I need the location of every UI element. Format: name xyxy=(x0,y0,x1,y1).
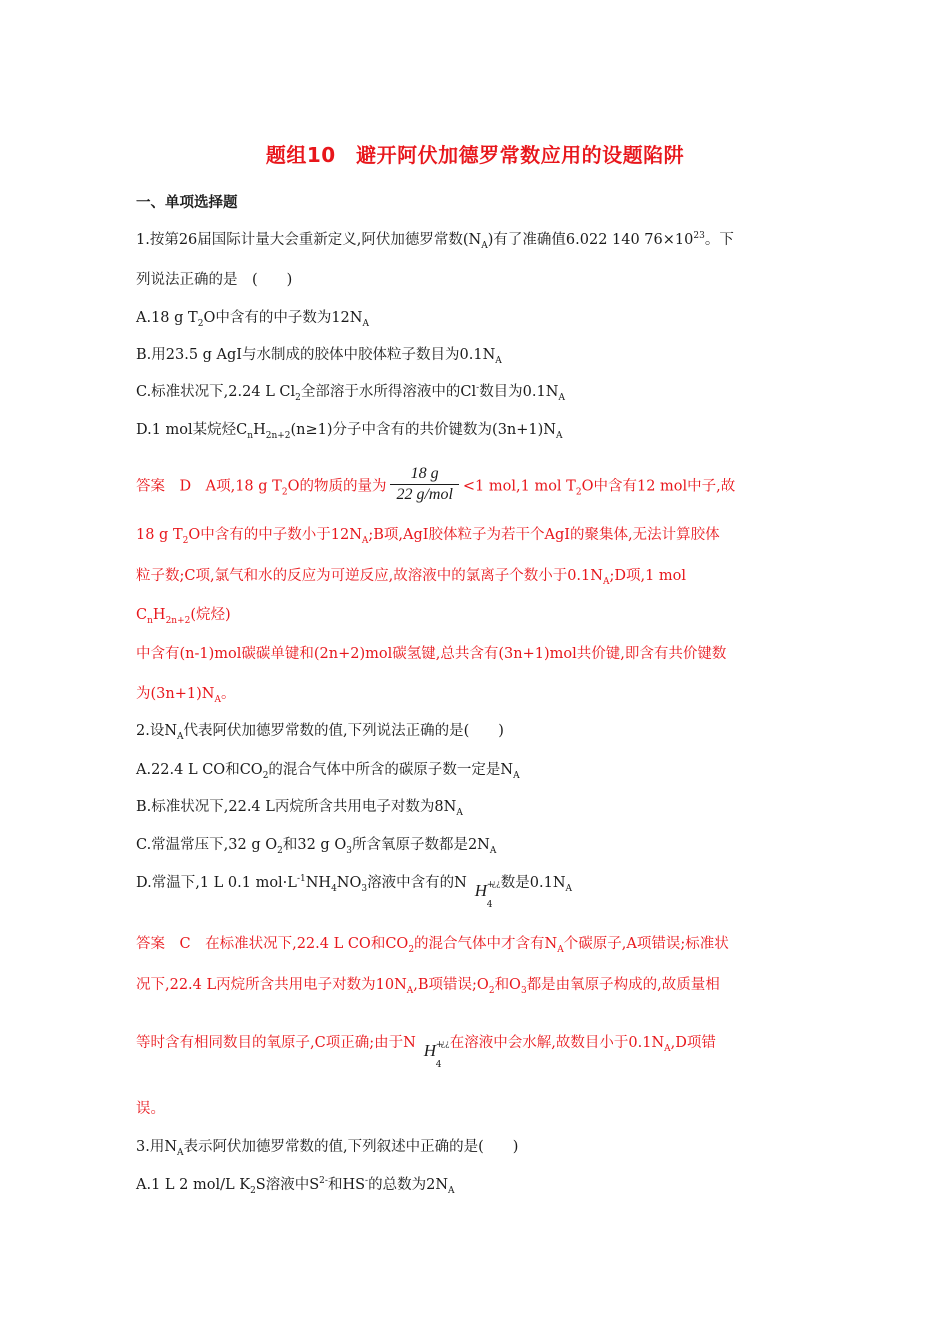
q2-stem: 2.设$N_A$代表阿伏加德罗常数的值,下列说法正确的是( ) xyxy=(136,723,504,742)
q1-answer-line3: 粒子数;C项,氯气和水的反应为可逆反应,故溶液中的氯离子个数小于$0.1N_A;D$项,1 mol xyxy=(136,568,687,587)
q3-option-a: A.1 L 2 mol/L $K_2S$溶液中$S^{2-}$和HS-的总数为$2N_A$ xyxy=(136,1176,455,1196)
q2-option-a: A.22.4 L CO和$CO_2$的混合气体中所含的碳原子数一定是$N_A$ xyxy=(136,762,520,781)
q2-answer-line3: 等时含有相同数目的氧原子,C项正确;由于N H + ¿¿ 4 在溶液中会水解,故数目小于$0.1N_A,D$项错 xyxy=(136,1035,716,1070)
q2-answer-line1: 答案 C 在标准状况下,22.4 L CO和$CO_2$的混合气体中才含有$N_A$个碳原子,A项错误;标准状 xyxy=(136,936,729,955)
q1-answer-line2: 18 g $T_2O$中含有的中子数小于$12N_A;B$项,AgI胶体粒子为若干个AgI的聚集体,无法计算胶体 xyxy=(136,527,720,546)
q1-option-d: D.1 mol某烷烃$C_nH_{2n+2}(n\ge 1)$分子中含有的共价键数为$(3n+1)N_A$ xyxy=(136,422,563,441)
q1-stem-line2: 列说法正确的是 ( ) xyxy=(136,272,293,288)
q1-answer-line5: 中含有(n-1)mol碳碳单键和(2n+2)mol碳氢键,总共含有(3n+1)mol共价键,即含有共价键数 xyxy=(136,646,727,662)
q1-option-a: A.18 g $T_2O$中含有的中子数为$12N_A$ xyxy=(136,310,369,329)
moles-fraction: $\frac{18 g}{\text{22 g/mol}}$ xyxy=(390,464,458,505)
q3-stem: 3.用$N_A$表示阿伏加德罗常数的值,下列叙述中正确的是( ) xyxy=(136,1139,519,1158)
q2-answer-line4: 误。 xyxy=(136,1101,165,1117)
q2-option-d: D.常温下,1 L 0.1 $mol\cdot L^{-1}NH_4NO_3$溶液中含有的N H + ¿¿ 4 数是$0.1N_A$ xyxy=(136,874,573,910)
q1-option-c: C.标准状况下,2.24 L $Cl_2$全部溶于水所得溶液中的Cl-数目为$0.1N_A$ xyxy=(136,383,565,403)
q2-option-c: C.常温常压下,32 g $O_2$和32 g $O_3$所含氧原子数都是$2N_A$ xyxy=(136,837,497,856)
q2-option-b: B.标准状况下,22.4 L丙烷所含共用电子对数为$8N_A$ xyxy=(136,799,463,818)
q1-answer-line6: 为$(3n+1)N_A$。 xyxy=(136,686,236,705)
section-heading: 一、单项选择题 xyxy=(136,195,238,211)
q1-option-b: B.用23.5 g AgI与水制成的胶体中胶体粒子数目为$0.1N_A$ xyxy=(136,347,502,366)
q1-stem-line1: 1.按第26届国际计量大会重新定义,阿伏加德罗常数$(N_A)$有了准确值6.022 140 $76\times 10^{23}$。下 xyxy=(136,231,734,251)
ammonium-ion: H + ¿¿ 4 xyxy=(423,1039,450,1070)
ammonium-ion: H + ¿¿ 4 xyxy=(474,879,501,910)
q1-answer-line1: 答案 D A项,18 g $T_2O$的物质的量为 $\frac{18 g}{\text{22 g/mol}}$ <1 mol,1 mol $T_2O$中含有12 mol中子,故 xyxy=(136,465,736,503)
q2-answer-line2: 况下,22.4 L丙烷所含共用电子对数为$10N_A,B$项错误$;O_2$和$O_3$都是由氧原子构成的,故质量相 xyxy=(136,977,720,996)
page-title: 题组10 避开阿伏加德罗常数应用的设题陷阱 xyxy=(265,143,685,167)
q1-answer-line4: $C_nH_{2n+2}$(烷烃) xyxy=(136,607,231,626)
